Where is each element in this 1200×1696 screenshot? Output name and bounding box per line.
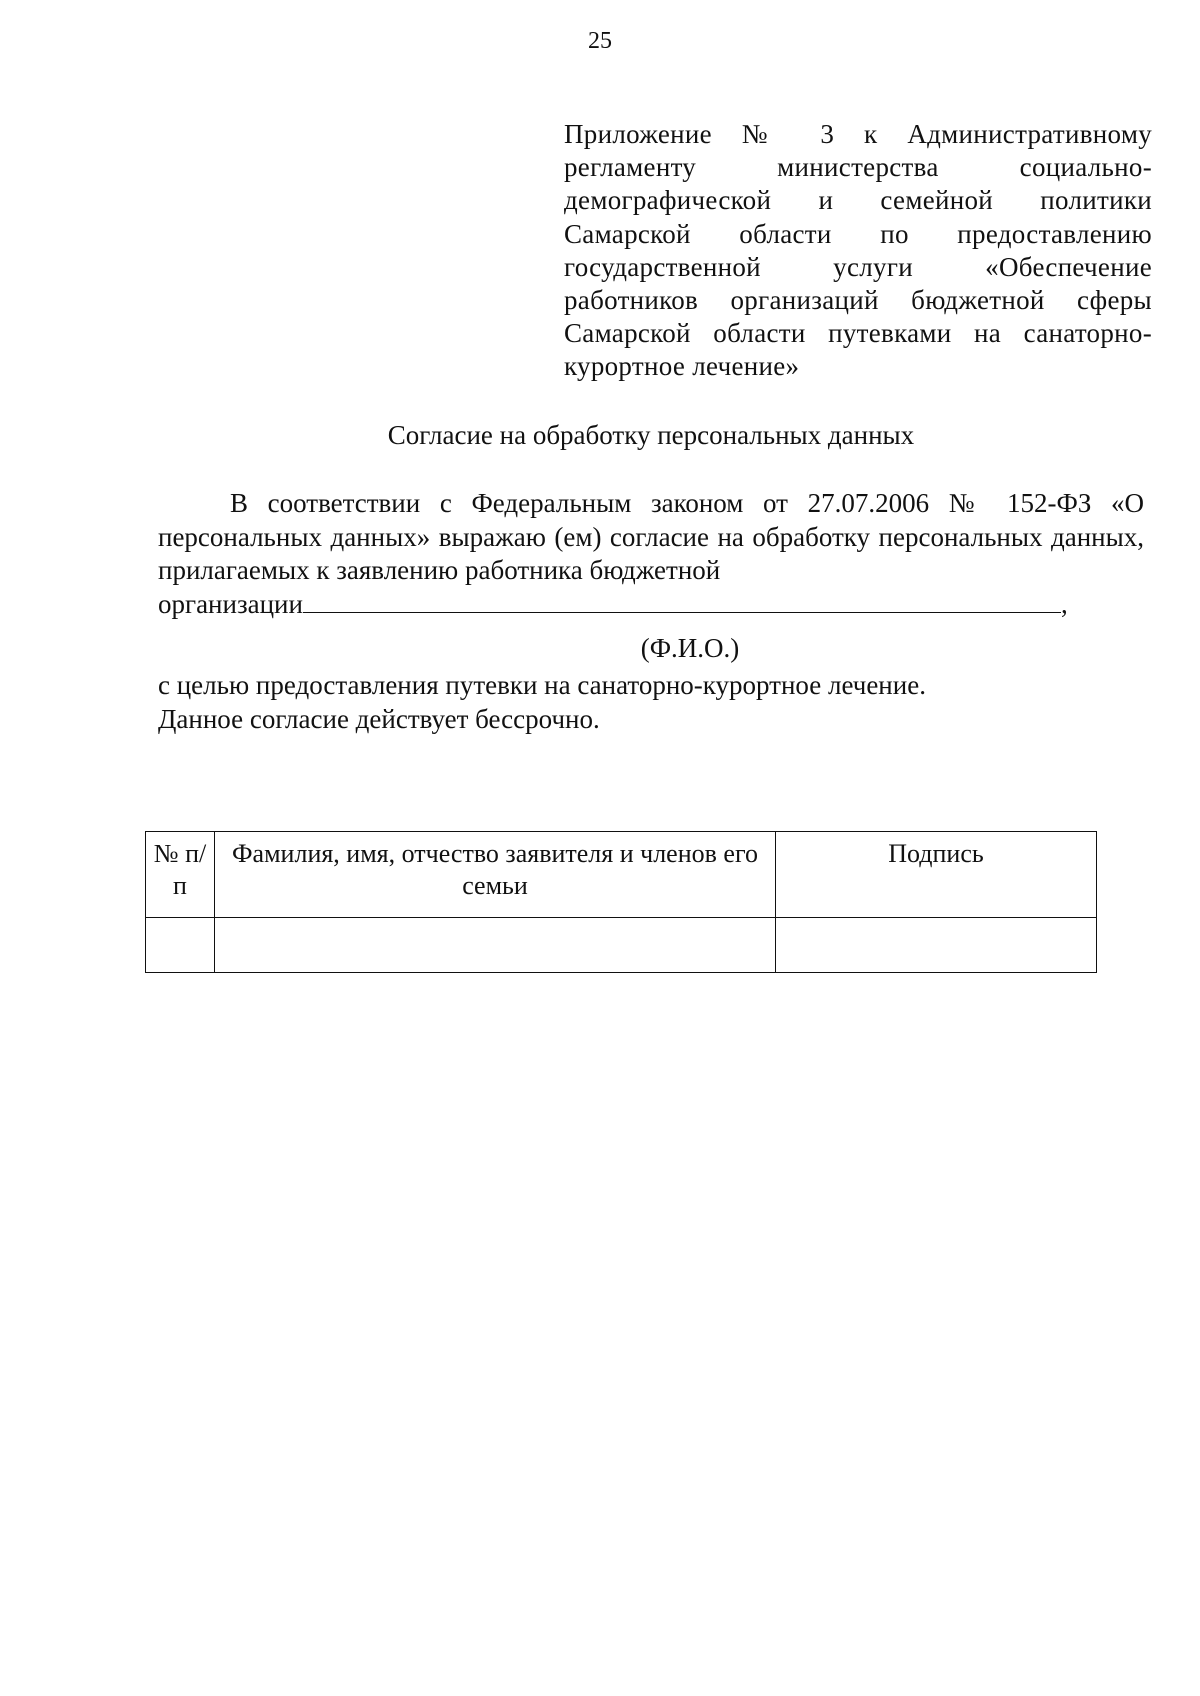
cell-number[interactable] <box>146 918 215 973</box>
page-number: 25 <box>588 28 612 54</box>
validity-text: Данное согласие действует бессрочно. <box>158 704 600 734</box>
cell-signature[interactable] <box>776 918 1097 973</box>
appendix-note: Приложение № 3 к Административному регламенту министерства социально-демографической и семейной политики Самарской области по предоставлению государственной услуги «Обеспечение работников организаций бюджетной сферы Самарской области путевками на санаторно-курортное лечение» <box>564 119 1152 382</box>
header-signature: Подпись <box>776 832 1097 918</box>
signature-table <box>145 831 1097 973</box>
organization-trailing-comma: , <box>1060 589 1068 619</box>
header-full-name: Фамилия, имя, отчество заявителя и членов его семьи <box>215 832 776 918</box>
consent-paragraph: В соответствии с Федеральным законом от 27.07.2006 № 152-ФЗ «О персональных данных» выражаю (ем) согласие на обработку персональных данных, прилагаемых к заявлению работника бюджетной <box>158 488 1144 585</box>
organization-label: организации <box>158 589 303 619</box>
header-number: № п/п <box>146 832 215 918</box>
table-header-row <box>146 832 1097 918</box>
document-title: Согласие на обработку персональных данных <box>387 420 915 450</box>
organization-blank-field[interactable] <box>303 588 1061 613</box>
fio-caption: (Ф.И.О.) <box>640 633 740 663</box>
cell-full-name[interactable] <box>215 918 776 973</box>
table-row <box>146 918 1097 973</box>
purpose-text: с целью предоставления путевки на санаторно-курортное лечение. <box>158 670 926 700</box>
organization-line <box>158 588 1098 621</box>
